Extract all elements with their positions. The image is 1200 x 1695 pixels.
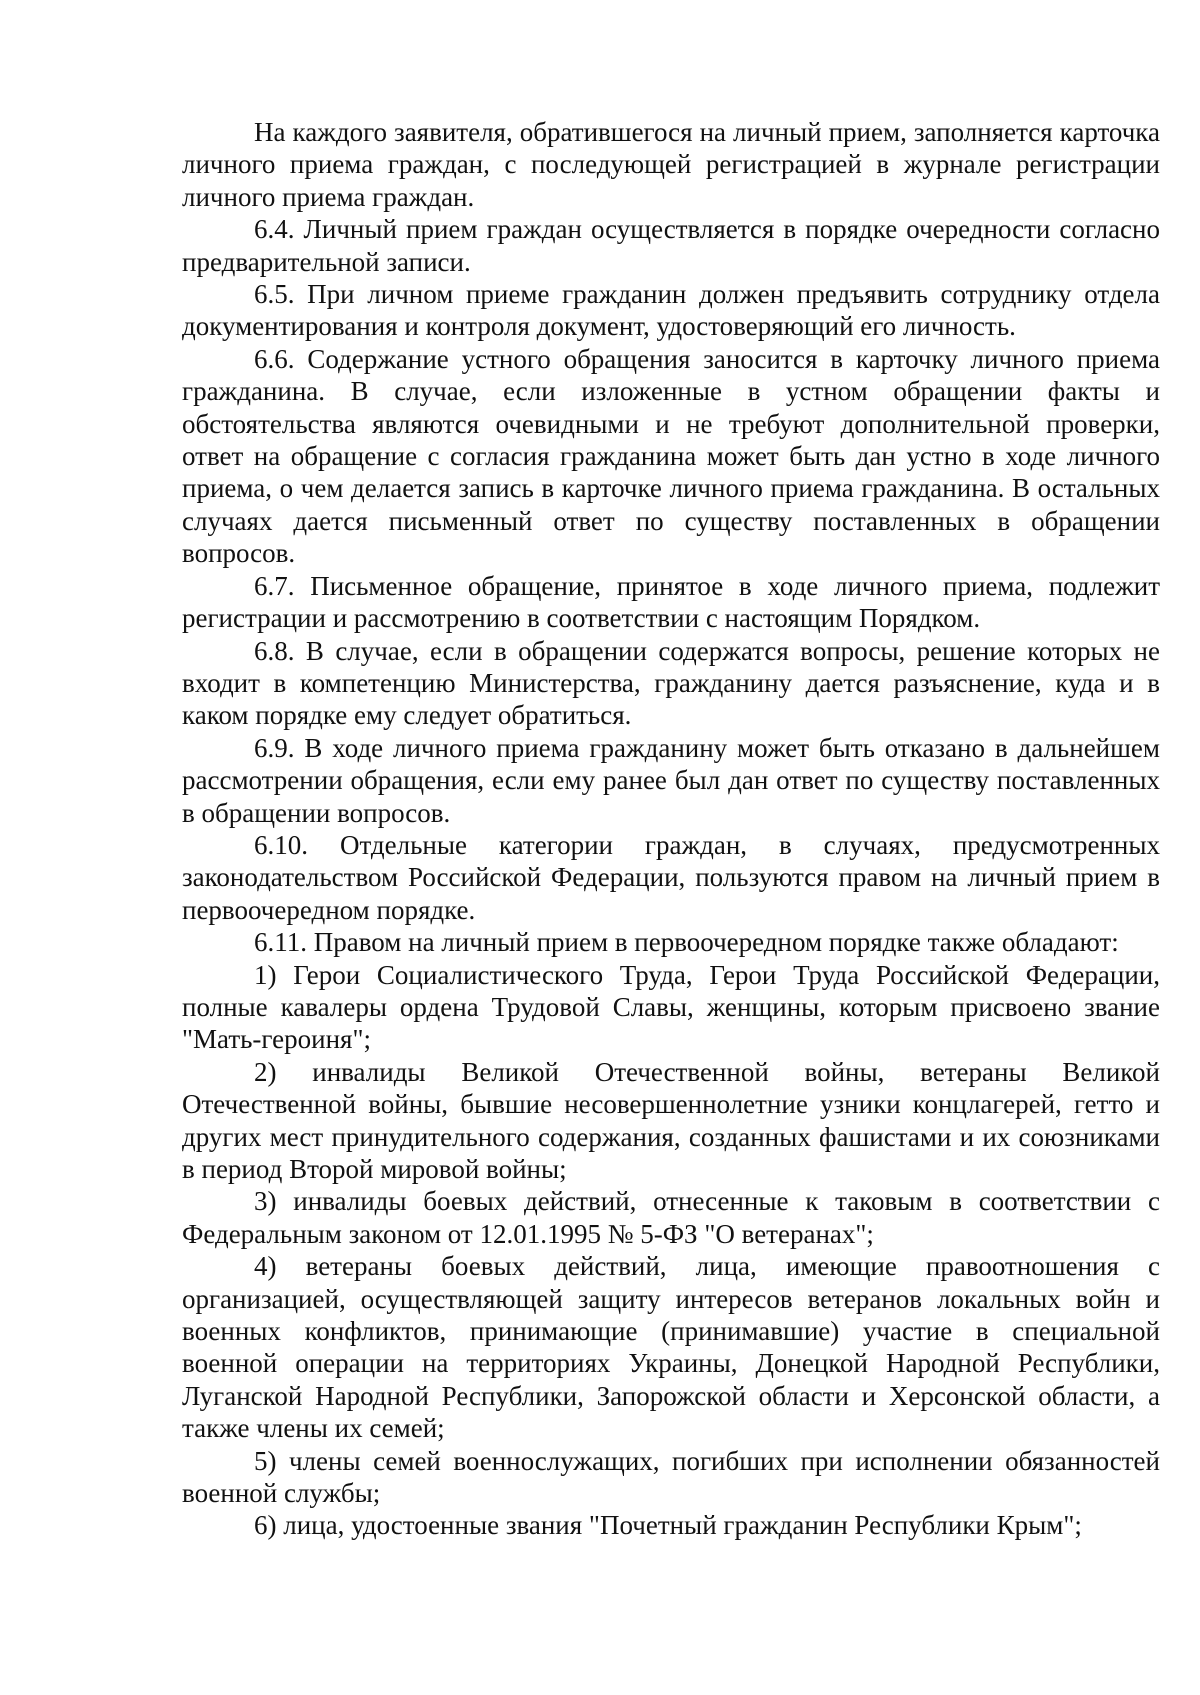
list-item-6: 6) лица, удостоенные звания "Почетный гражданин Республики Крым"; <box>254 1510 1082 1541</box>
paragraph-6-5: 6.5. При личном приеме гражданин должен предъявить сотруднику отдела документирования и контроля документ, удостоверяющий его личность. <box>182 279 1160 342</box>
list-item-1: 1) Герои Социалистического Труда, Герои Труда Российской Федерации, полные кавалеры ордена Трудовой Славы, женщины, которым присвоено звание "Мать-героиня"; <box>182 959 1160 1055</box>
list-item-4: 4) ветераны боевых действий, лица, имеющие правоотношения с организацией, осуществляющей защиту интересов ветеранов локальных войн и военных конфликтов, принимающие (принимавшие) участие в специальной военной операции на территориях Украины, Донецкой Народной Республики, Луганской Народной Республики, Запорожской области и Херсонской области, а также члены их семей; <box>182 1251 1160 1444</box>
paragraph-6-4: 6.4. Личный прием граждан осуществляется в порядке очередности согласно предварительной записи. <box>182 214 1160 277</box>
list-item-3: 3) инвалиды боевых действий, отнесенные к таковым в соответствии с Федеральным законом от 12.01.1995 № 5-ФЗ "О ветеранах"; <box>182 1186 1160 1249</box>
paragraph-6-9: 6.9. В ходе личного приема гражданину может быть отказано в дальнейшем рассмотрении обращения, если ему ранее был дан ответ по существу поставленных в обращении вопросов. <box>182 732 1160 828</box>
paragraph-6-11: 6.11. Правом на личный прием в первоочередном порядке также обладают: <box>254 927 1119 958</box>
document-page <box>182 116 1160 1542</box>
paragraph-6-6: 6.6. Содержание устного обращения заносится в карточку личного приема гражданина. В случае, если изложенные в устном обращении факты и обстоятельства являются очевидными и не требуют дополнительной проверки, ответ на обращение с согласия гражданина может быть дан устно в ходе личного приема, о чем делается запись в карточке личного приема гражданина. В остальных случаях дается письменный ответ по существу поставленных в обращении вопросов. <box>182 343 1160 569</box>
paragraph-6-8: 6.8. В случае, если в обращении содержатся вопросы, решение которых не входит в компетенцию Министерства, гражданину дается разъяснение, куда и в каком порядке ему следует обратиться. <box>182 635 1160 731</box>
paragraph-6-7: 6.7. Письменное обращение, принятое в ходе личного приема, подлежит регистрации и рассмотрению в соответствии с настоящим Порядком. <box>182 570 1160 634</box>
paragraph-applicant-card: На каждого заявителя, обратившегося на личный прием, заполняется карточка личного приема граждан, с последующей регистрацией в журнале регистрации личного приема граждан. <box>182 117 1160 212</box>
paragraph-6-10: 6.10. Отдельные категории граждан, в случаях, предусмотренных законодательством Российской Федерации, пользуются правом на личный прием в первоочередном порядке. <box>182 829 1160 925</box>
list-item-5: 5) члены семей военнослужащих, погибших при исполнении обязанностей военной службы; <box>182 1445 1160 1509</box>
list-item-2: 2) инвалиды Великой Отечественной войны, ветераны Великой Отечественной войны, бывшие несовершеннолетние узники концлагерей, гетто и других мест принудительного содержания, созданных фашистами и их союзниками в период Второй мировой войны; <box>182 1056 1160 1184</box>
